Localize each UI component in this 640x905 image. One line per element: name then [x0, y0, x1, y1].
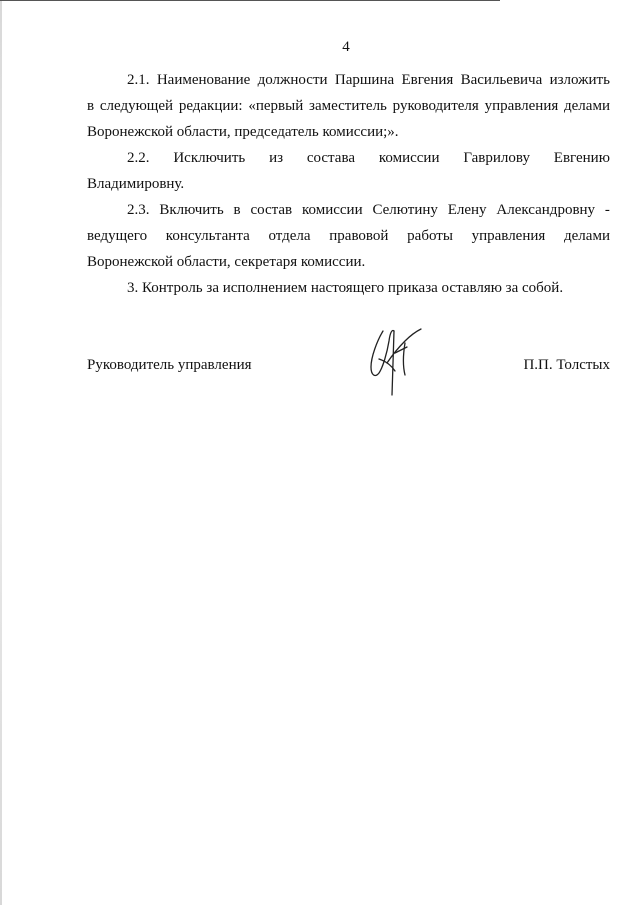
word: отдела: [268, 228, 311, 244]
word: Исключить: [173, 150, 246, 166]
word: Паршина: [334, 72, 395, 88]
page-edge-shadow: [0, 0, 2, 905]
word: «первый: [248, 98, 304, 114]
word: состав: [250, 202, 293, 218]
word: состава: [306, 150, 355, 166]
item-2-1-line-1: [127, 70, 610, 90]
item-2-1-line-2: [87, 96, 610, 116]
signatory-role: Руководитель управления: [87, 357, 252, 373]
item-2-3-line-3: Воронежской области, секретаря комиссии.: [87, 254, 366, 270]
word: в: [87, 98, 95, 114]
word: 2.1.: [127, 72, 150, 88]
word: 2.2.: [127, 150, 150, 166]
word: Васильевича: [460, 72, 543, 88]
word: ведущего: [87, 228, 148, 244]
word: делами: [564, 228, 610, 244]
word: заместитель: [309, 98, 387, 114]
word: -: [604, 202, 610, 218]
word: из: [269, 150, 284, 166]
word: изложить: [549, 72, 610, 88]
word: Наименование: [156, 72, 251, 88]
word: правовой: [329, 228, 389, 244]
page-number: 4: [342, 39, 350, 55]
word: комиссии: [301, 202, 363, 218]
item-2-1-line-3: Воронежской области, председатель комиссии;».: [87, 124, 399, 140]
item-2-2-line-2: Владимировну.: [87, 176, 185, 192]
word: должности: [257, 72, 328, 88]
word: Гаврилову: [463, 150, 530, 166]
word: консультанта: [165, 228, 250, 244]
word: управления: [484, 98, 559, 114]
word: управления: [471, 228, 546, 244]
top-rule: [0, 0, 500, 1]
word: работы: [407, 228, 453, 244]
word: Включить: [159, 202, 224, 218]
item-2-3-line-1: [127, 200, 610, 220]
word: Евгения: [401, 72, 454, 88]
word: следующей: [99, 98, 174, 114]
word: Елену: [447, 202, 487, 218]
signature-block: [87, 355, 610, 375]
word: делами: [564, 98, 610, 114]
word: Евгению: [553, 150, 610, 166]
item-2-2-line-1: [127, 148, 610, 168]
word: руководителя: [392, 98, 479, 114]
handwritten-signature: [365, 323, 425, 398]
word: Александровну: [496, 202, 596, 218]
item-2-3-line-2: [87, 226, 610, 246]
item-3: 3. Контроль за исполнением настоящего приказа оставляю за собой.: [127, 280, 564, 296]
word: Селютину: [372, 202, 438, 218]
word: комиссии: [378, 150, 440, 166]
word: редакции:: [178, 98, 243, 114]
word: 2.3.: [127, 202, 150, 218]
signatory-name: П.П. Толстых: [523, 357, 610, 373]
word: в: [233, 202, 241, 218]
